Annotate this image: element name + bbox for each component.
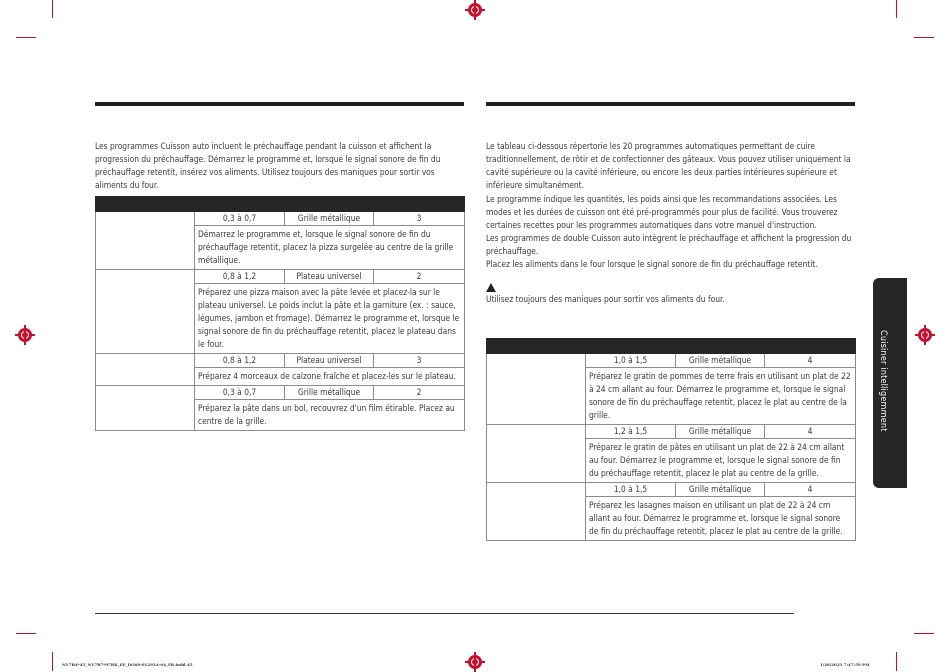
instruction-cell: Démarrez le programme et, lorsque le signal sonore de fin du préchauffage retentit, placez la pizza surgelée au centre de la grille métallique. xyxy=(195,226,465,270)
accessory-cell: Grille métallique xyxy=(676,354,765,368)
instruction-cell: Préparez le gratin de pâtes en utilisant un plat de 22 à 24 cm allant au four. Démarrez le programme et, lorsque le signal sonore de fin du préchauffage retentit, placez le plat au centre de la grille. xyxy=(586,439,856,483)
weight-cell: 1,2 à 1,5 xyxy=(586,425,676,439)
crop-mark xyxy=(16,633,36,634)
chapter-tab xyxy=(873,278,907,488)
warning-icon xyxy=(486,283,496,292)
crop-mark xyxy=(52,0,53,18)
instruction-cell: Préparez la pâte dans un bol, recouvrez d'un film étirable. Placez au centre de la grille. xyxy=(195,400,465,431)
left-header-rule xyxy=(95,102,464,106)
right-paragraph-2: Le programme indique les quantités, les poids ainsi que les recommandations associées. Les modes et les durées de cuisson ont été pré-programmés pour plus de facilité. Vous trouverez certaines recettes pour les programmes automatiques dans votre manuel d'instruction. xyxy=(486,194,838,230)
program-name-cell xyxy=(487,425,586,483)
table-row xyxy=(487,483,856,497)
table-row xyxy=(487,425,856,439)
level-cell: 3 xyxy=(374,212,465,226)
chapter-tab-label: Cuisiner intelligemment xyxy=(878,330,888,432)
program-name-cell xyxy=(96,354,195,386)
accessory-cell: Grille métallique xyxy=(285,386,374,400)
accessory-cell: Grille métallique xyxy=(676,483,765,497)
table-row xyxy=(96,270,465,284)
right-paragraph-4: Placez les aliments dans le four lorsque le signal sonore de fin du préchauffage retentit. xyxy=(486,259,818,269)
table-header-row xyxy=(96,197,465,212)
weight-cell: 0,3 à 0,7 xyxy=(195,212,285,226)
level-cell: 2 xyxy=(374,270,465,284)
table-row xyxy=(96,212,465,226)
program-name-cell xyxy=(487,354,586,425)
accessory-cell: Grille métallique xyxy=(285,212,374,226)
table-row xyxy=(487,354,856,368)
table-header-row xyxy=(487,339,856,354)
registration-mark-icon xyxy=(468,3,482,17)
weight-cell: 0,8 à 1,2 xyxy=(195,354,285,368)
table-row xyxy=(96,354,465,368)
accessory-cell: Plateau universel xyxy=(285,270,374,284)
caution-text: Utilisez toujours des maniques pour sortir vos aliments du four. xyxy=(486,294,725,304)
registration-mark-icon xyxy=(18,328,32,342)
registration-mark-icon xyxy=(468,655,482,669)
program-name-cell xyxy=(96,212,195,270)
level-cell: 3 xyxy=(374,354,465,368)
level-cell: 4 xyxy=(765,354,856,368)
crop-mark xyxy=(896,652,897,671)
crop-mark xyxy=(16,37,36,38)
level-cell: 2 xyxy=(374,386,465,400)
left-program-table xyxy=(95,196,465,431)
table-row xyxy=(96,386,465,400)
weight-cell: 0,3 à 0,7 xyxy=(195,386,285,400)
left-intro: Les programmes Cuisson auto incluent le préchauffage pendant la cuisson et affichent la progression du préchauffage. Démarrez le programme et, lorsque le signal sonore de fin du préchauffage retentit, insérez vos aliments. Utilisez toujours des maniques pour sortir vos aliments du four. xyxy=(95,141,441,190)
registration-mark-icon xyxy=(918,328,932,342)
level-cell: 4 xyxy=(765,483,856,497)
crop-mark xyxy=(914,633,934,634)
weight-cell: 1,0 à 1,5 xyxy=(586,354,676,368)
program-name-cell xyxy=(96,270,195,354)
accessory-cell: Grille métallique xyxy=(676,425,765,439)
right-paragraph-1: Le tableau ci-dessous répertorie les 20 programmes automatiques permettant de cuire traditionnellement, de rôtir et de confectionner des gâteaux. Vous pouvez utiliser uniquement la cavité supérieure ou la cavité inférieure, ou encore les deux parties intérieures supérieure et inférieure simultanément. xyxy=(486,141,851,190)
instruction-cell: Préparez les lasagnes maison en utilisant un plat de 22 à 24 cm allant au four. Démarrez le programme et, lorsque le signal sonore de fin du préchauffage retentit, placez le plat au centre de la grille. xyxy=(586,497,856,541)
crop-mark xyxy=(914,37,934,38)
instruction-cell: Préparez 4 morceaux de calzone fraîche et placez-les sur le plateau. xyxy=(195,368,465,386)
right-paragraph-3: Les programmes de double Cuisson auto intègrent le préchauffage et affichent la progression du préchauffage. xyxy=(486,233,852,256)
footer-rule xyxy=(95,613,794,614)
right-program-table xyxy=(486,338,856,541)
footer-timestamp: 1/26/2023 7:47:59 PM xyxy=(820,662,870,667)
footer-file-info: NV7B4*4T_NV7B7*97RK_EF_DG68-01292A-04_FR.indd 45 xyxy=(62,662,193,667)
weight-cell: 0,8 à 1,2 xyxy=(195,270,285,284)
program-name-cell xyxy=(487,483,586,541)
accessory-cell: Plateau universel xyxy=(285,354,374,368)
crop-mark xyxy=(896,0,897,18)
instruction-cell: Préparez une pizza maison avec la pâte levée et placez-la sur le plateau universel. Le poids inclut la pâte et la garniture (ex. : sauce, légumes, jambon et fromage). Démarrez le programme et, lorsque le signal sonore de fin du préchauffage retentit, placez le plateau dans le four. xyxy=(195,284,465,354)
weight-cell: 1,0 à 1,5 xyxy=(586,483,676,497)
level-cell: 4 xyxy=(765,425,856,439)
right-header-rule xyxy=(486,102,855,106)
crop-mark xyxy=(52,652,53,671)
instruction-cell: Préparez le gratin de pommes de terre frais en utilisant un plat de 22 à 24 cm allant au four. Démarrez le programme et, lorsque le signal sonore de fin du préchauffage retentit, placez le plat au centre de la grille. xyxy=(586,368,856,425)
program-name-cell xyxy=(96,386,195,431)
